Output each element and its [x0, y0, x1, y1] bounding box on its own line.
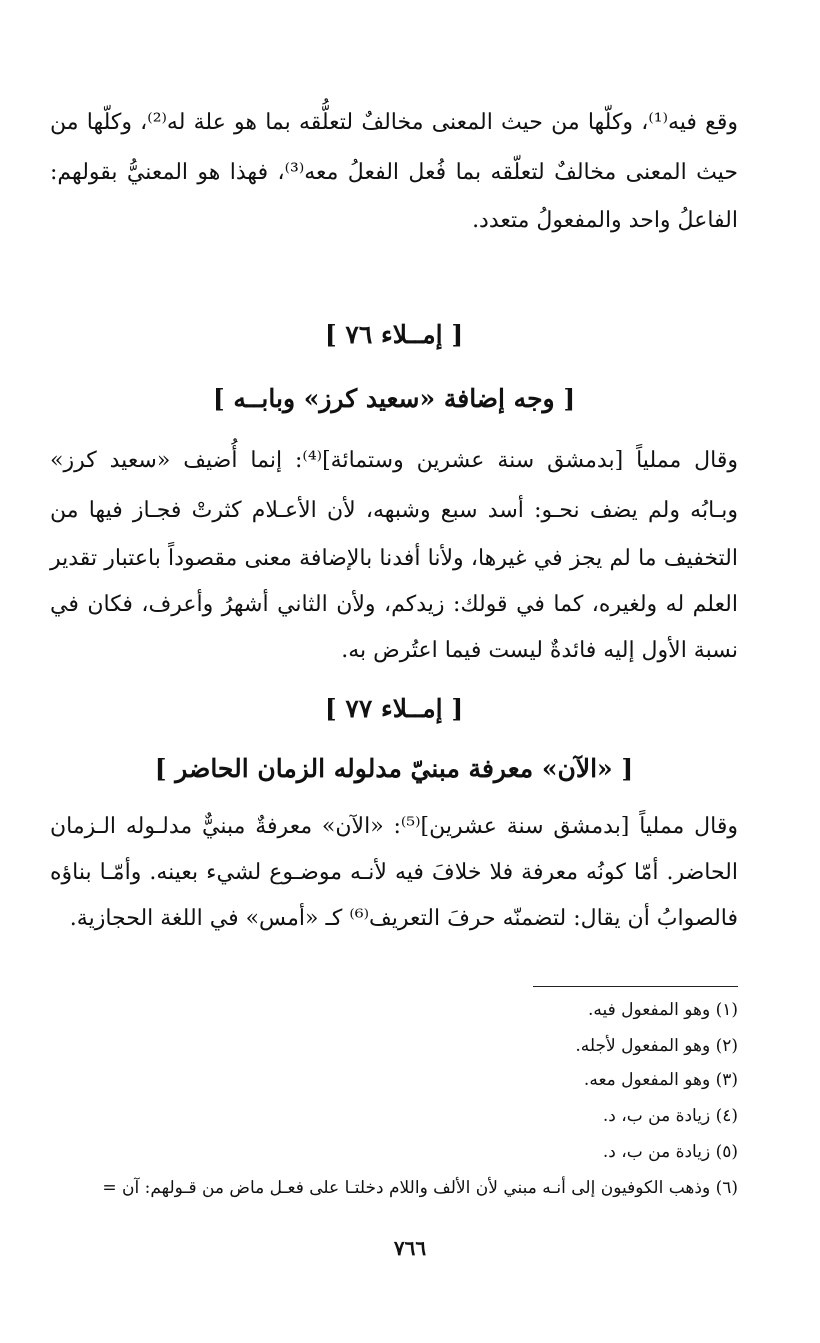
- paragraph-3-line-2: الحاضر. أمّا كونُه معرفة فلا خلافَ فيه لأنـه موضـوع لشيء بعينه. وأمّـا بناؤه: [50, 860, 738, 885]
- imla-77-heading: [ إمــلاء ٧٧ ]: [324, 694, 464, 723]
- paragraph-2-line-2: وبـابُه ولم يضف نحـو: أسد سبع وشبهه، لأن الأعـلام كثرتْ فجـاز فيها من: [50, 498, 738, 523]
- paragraph-2-line-3: التخفيف ما لم يجز في غيرها، ولأنا أفدنا بالإضافة معنى مقصوداً باعتبار تقدير: [50, 546, 738, 571]
- footnote-6: (٦) وذهب الكوفيون إلى أنـه مبني لأن الألف واللام دخلتـا على فعـل ماض من قـولهم: آن =: [102, 1178, 738, 1198]
- section-77-title: [ «الآن» معرفة مبنيّ مدلوله الزمان الحاضر ]: [154, 754, 634, 783]
- imla-76-heading: [ إمــلاء ٧٦ ]: [324, 320, 464, 349]
- footnote-2: (٢) وهو المفعول لأجله.: [575, 1036, 738, 1056]
- paragraph-1-line-2: حيث المعنى مخالفٌ لتعلّقه بما فُعل الفعلُ معه⁽³⁾، فهذا هو المعنيُّ بقولهم:: [50, 160, 738, 185]
- paragraph-3-line-3: فالصوابُ أن يقال: لتضمنّه حرفَ التعريف⁽⁶⁾ كـ «أمس» في اللغة الحجازية.: [69, 906, 738, 931]
- footnote-3: (٣) وهو المفعول معه.: [583, 1070, 738, 1090]
- paragraph-2-line-1: وقال مملياً [بدمشق سنة عشرين وستمائة]⁽⁴⁾: إنما أُضيف «سعيد كرز»: [50, 448, 738, 473]
- footnote-5: (٥) زيادة من ب، د.: [602, 1142, 738, 1162]
- paragraph-1-line-1: وقع فيه⁽¹⁾، وكلّها من حيث المعنى مخالفٌ لتعلُّقه بما هو علة له⁽²⁾، وكلّها من: [50, 110, 739, 135]
- page-number: ٧٦٦: [393, 1236, 427, 1260]
- paragraph-2-line-5: نسبة الأول إليه فائدةٌ ليست فيما اعتُرض به.: [341, 638, 738, 663]
- footnote-4: (٤) زيادة من ب، د.: [602, 1106, 738, 1126]
- section-76-title: [ وجه إضافة «سعيد كرز» وبابــه ]: [212, 384, 576, 413]
- paragraph-3-line-1: وقال مملياً [بدمشق سنة عشرين]⁽⁵⁾: «الآن» معرفةٌ مبنيٌّ مدلـوله الـزمان: [50, 814, 738, 839]
- paragraph-2-line-4: العلم له ولغيره، كما في قولك: زيدكم، ولأن الثاني أشهرُ وأعرف، فكان في: [50, 592, 738, 617]
- footnote-separator: [533, 986, 738, 987]
- paragraph-1-line-3: الفاعلُ واحد والمفعولُ متعدد.: [472, 208, 738, 233]
- footnote-1: (١) وهو المفعول فيه.: [587, 1000, 738, 1020]
